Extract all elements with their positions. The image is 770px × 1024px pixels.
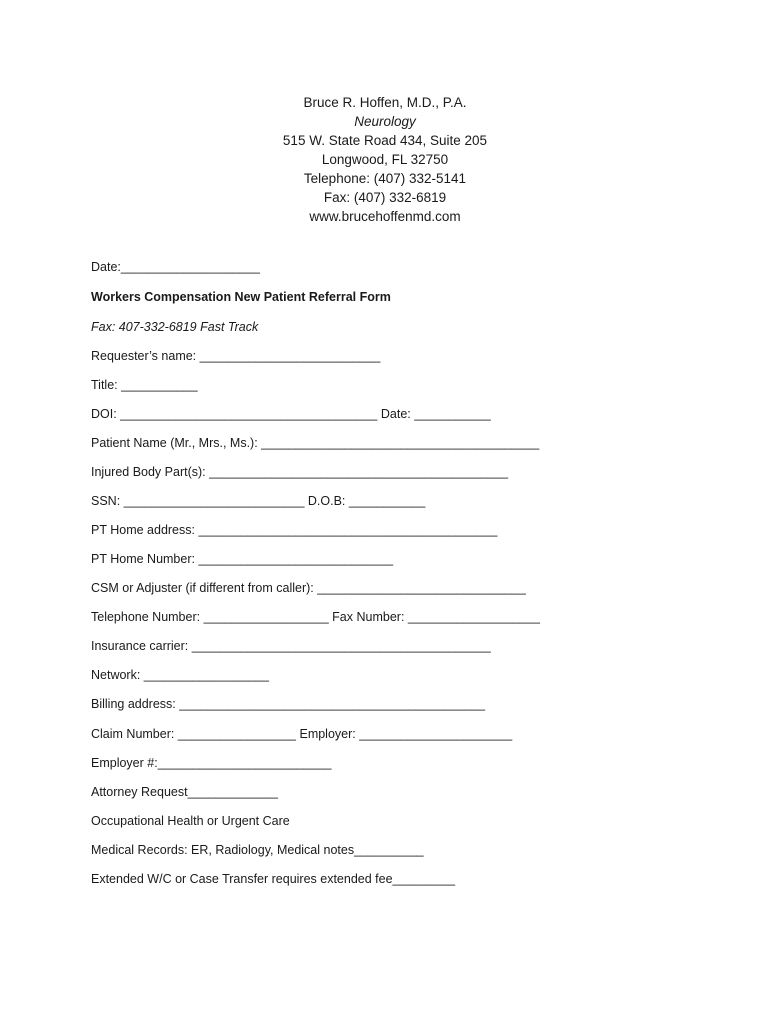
patient-name-field[interactable]: Patient Name (Mr., Mrs., Ms.): ________________________________________ [91,436,540,450]
ssn-dob-field[interactable]: SSN: __________________________ D.O.B: ___________ [91,494,426,508]
practice-address-line-2: Longwood, FL 32750 [321,152,449,167]
practice-specialty: Neurology [354,114,416,129]
doi-date-field[interactable]: DOI: _____________________________________ Date: ___________ [91,407,491,421]
requester-name-field[interactable]: Requester’s name: __________________________ [91,349,381,363]
pt-home-number-field[interactable]: PT Home Number: ____________________________ [91,552,394,566]
practice-fax: Fax: (407) 332-6819 [323,190,447,205]
attorney-request-field[interactable]: Attorney Request_____________ [91,785,278,799]
pt-home-address-field[interactable]: PT Home address: ___________________________________________ [91,523,498,537]
medical-records-field[interactable]: Medical Records: ER, Radiology, Medical notes__________ [91,843,424,857]
practice-name: Bruce R. Hoffen, M.D., P.A. [303,95,467,110]
title-field[interactable]: Title: ___________ [91,378,198,392]
date-field[interactable]: Date:____________________ [91,260,260,274]
injured-body-parts-field[interactable]: Injured Body Part(s): ___________________________________________ [91,465,509,479]
practice-telephone: Telephone: (407) 332-5141 [303,171,467,186]
claim-number-employer-field[interactable]: Claim Number: _________________ Employer: ______________________ [91,727,513,741]
letterhead [0,93,770,226]
csm-adjuster-field[interactable]: CSM or Adjuster (if different from caller): ______________________________ [91,581,526,595]
employer-number-field[interactable]: Employer #:_________________________ [91,756,332,770]
fax-note: Fax: 407-332-6819 Fast Track [91,320,259,334]
form-title: Workers Compensation New Patient Referral Form [91,290,391,304]
practice-website: www.brucehoffenmd.com [309,209,461,224]
insurance-carrier-field[interactable]: Insurance carrier: ___________________________________________ [91,639,491,653]
billing-address-field[interactable]: Billing address: ____________________________________________ [91,697,486,711]
telephone-fax-number-field[interactable]: Telephone Number: __________________ Fax Number: ___________________ [91,610,540,624]
network-field[interactable]: Network: __________________ [91,668,269,682]
extended-wc-fee-field[interactable]: Extended W/C or Case Transfer requires extended fee_________ [91,872,456,886]
occupational-health-line: Occupational Health or Urgent Care [91,814,290,828]
practice-address-line-1: 515 W. State Road 434, Suite 205 [282,133,488,148]
